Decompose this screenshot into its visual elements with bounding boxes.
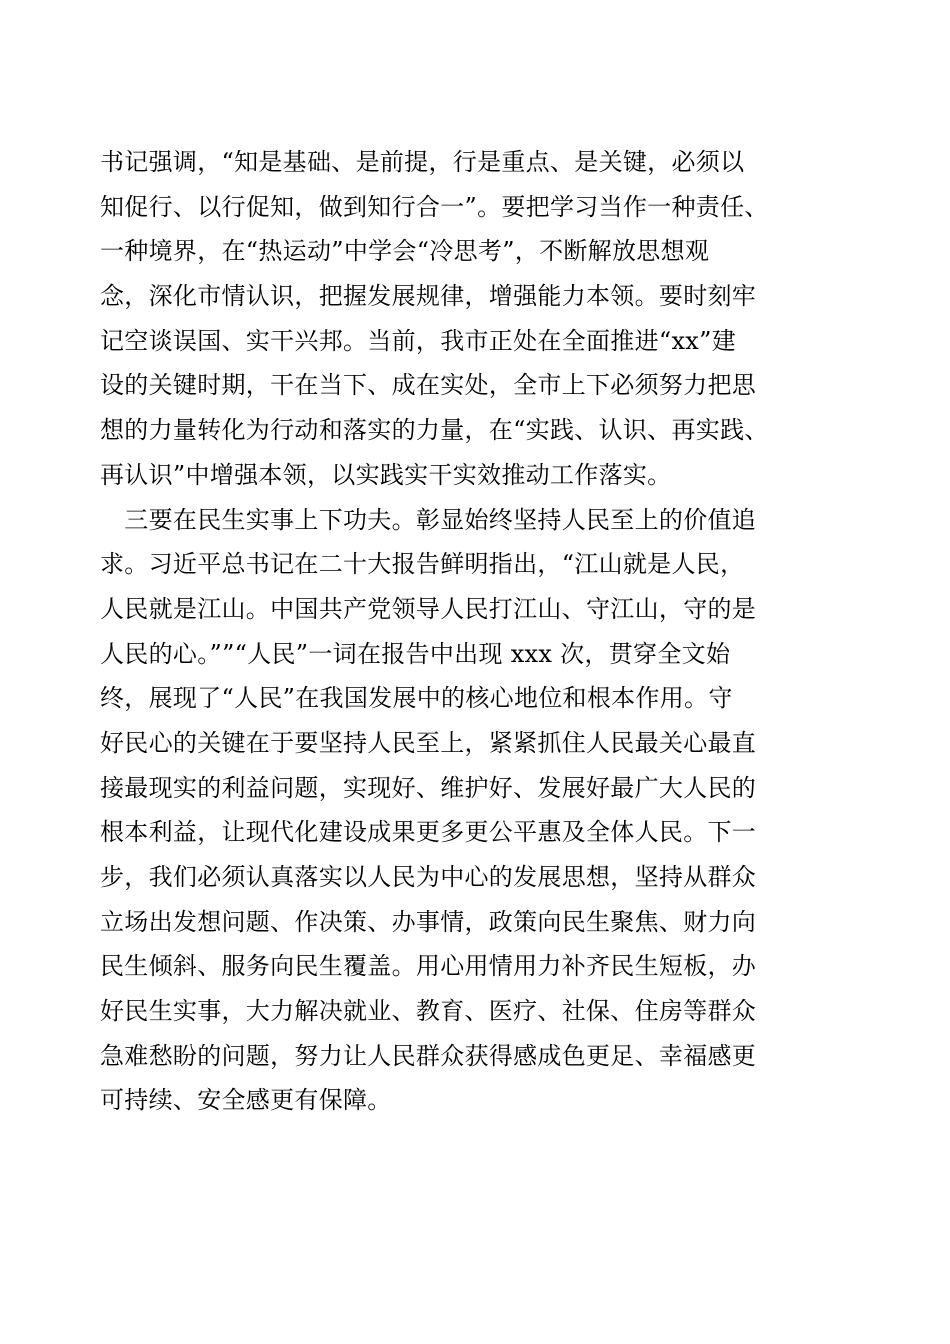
- paragraph-line: 念，深化市情认识，把握发展规律，增强能力本领。要时刻牢: [100, 282, 757, 311]
- paragraph-line: 好民生实事，大力解决就业、教育、医疗、社保、住房等群众: [100, 997, 757, 1026]
- paragraph-line: 可持续、安全感更有保障。: [100, 1086, 392, 1115]
- paragraph-line: 三要在民生实事上下功夫。彰显始终坚持人民至上的价值追: [100, 505, 757, 534]
- paragraph-line: 一种境界，在“热运动”中学会“冷思考”，不断解放思想观: [100, 237, 710, 266]
- paragraph-line: 知促行、以行促知，做到知行合一”。要把学习当作一种责任、: [100, 192, 769, 221]
- paragraph-line: 民生倾斜、服务向民生覆盖。用心用情用力补齐民生短板，办: [100, 952, 757, 981]
- paragraph-line: 想的力量转化为行动和落实的力量，在“实践、认识、再实践、: [100, 416, 769, 445]
- paragraph-line: 书记强调，“知是基础、是前提，行是重点、是关键，必须以: [100, 148, 745, 176]
- paragraph-line: 求。习近平总书记在二十大报告鲜明指出，“江山就是人民，: [100, 550, 745, 579]
- paragraph-1: [100, 140, 840, 498]
- document-body: [100, 140, 840, 1123]
- paragraph-line: 步，我们必须认真落实以人民为中心的发展思想，坚持从群众: [100, 863, 757, 891]
- paragraph-line: 急难愁盼的问题，努力让人民群众获得感成色更足、幸福感更: [100, 1041, 757, 1070]
- paragraph-line: 立场出发想问题、作决策、办事情，政策向民生聚焦、财力向: [100, 907, 757, 936]
- paragraph-2: [100, 498, 840, 1124]
- paragraph-line: 终，展现了“人民”在我国发展中的核心地位和根本作用。守: [100, 684, 733, 713]
- paragraph-line: 人民就是江山。中国共产党领导人民打江山、守江山，守的是: [100, 594, 757, 623]
- paragraph-line: 接最现实的利益问题，实现好、维护好、发展好最广大人民的: [100, 773, 757, 802]
- paragraph-line: 再认识”中增强本领，以实践实干实效推动工作落实。: [100, 460, 672, 489]
- paragraph-line: 设的关键时期，干在当下、成在实处，全市上下必须努力把思: [100, 371, 757, 400]
- paragraph-line: 根本利益，让现代化建设成果更多更公平惠及全体人民。下一: [100, 818, 757, 847]
- paragraph-line: 记空谈误国、实干兴邦。当前，我市正处在全面推进“xx”建: [100, 326, 737, 355]
- paragraph-line: 人民的心。””“人民”一词在报告中出现 xxx 次，贯穿全文始: [100, 639, 731, 668]
- paragraph-line: 好民心的关键在于要坚持人民至上，紧紧抓住人民最关心最直: [100, 728, 757, 757]
